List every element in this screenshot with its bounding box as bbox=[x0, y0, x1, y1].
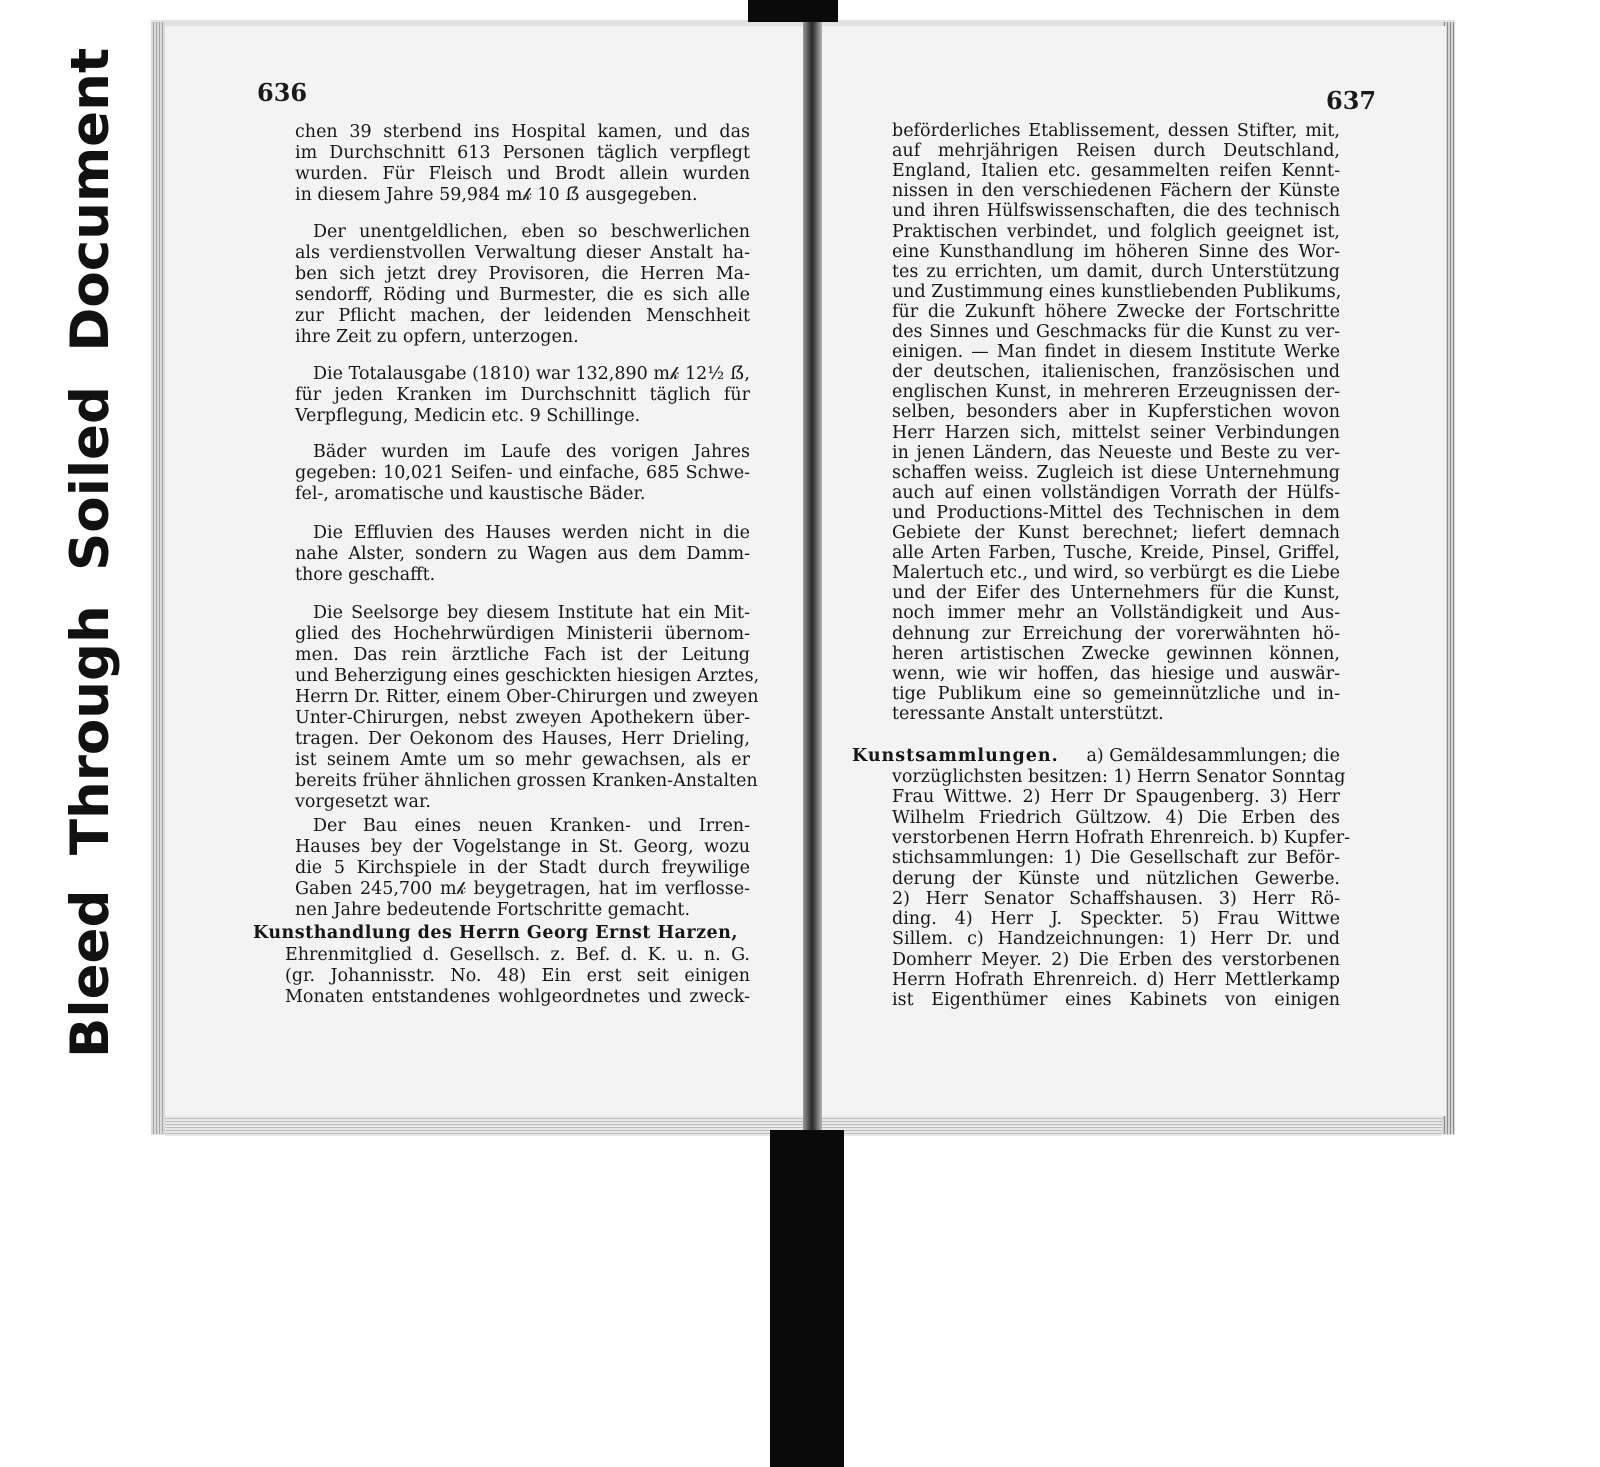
text-line: gegeben: 10,021 Seifen- und einfache, 685 Schwe- bbox=[295, 463, 750, 483]
text-line: 2) Herr Senator Schaffshausen. 3) Herr Rö- bbox=[892, 889, 1340, 909]
section-heading-row bbox=[852, 746, 1340, 767]
text-line: und Productions-Mittel des Technischen in dem bbox=[892, 503, 1340, 523]
text-line: derung der Künste und nützlichen Gewerbe. bbox=[892, 869, 1340, 889]
text-line: alle Arten Farben, Tusche, Kreide, Pinsel, Griffel, bbox=[892, 543, 1340, 563]
text-line: vorgesetzt war. bbox=[295, 792, 431, 812]
text-line: Sillem. c) Handzeichnungen: 1) Herr Dr. und bbox=[892, 929, 1340, 949]
bookmark-ribbon-top bbox=[748, 0, 838, 22]
text-line: Der Bau eines neuen Kranken- und Irren- bbox=[313, 816, 750, 836]
text-line: Der unentgeldlichen, eben so beschwerlichen bbox=[313, 222, 750, 242]
text-line: ist seinem Amte um so mehr gewachsen, als er bbox=[295, 750, 750, 770]
text-line: tes zu errichten, um damit, durch Unterstützung bbox=[892, 262, 1340, 282]
text-line: Herr Harzen sich, mittelst seiner Verbindungen bbox=[892, 423, 1340, 443]
text-line: ist Eigenthümer eines Kabinets von einigen bbox=[892, 990, 1340, 1010]
text-line: ding. 4) Herr J. Speckter. 5) Frau Wittwe bbox=[892, 909, 1340, 929]
text-line: Die Effluvien des Hauses werden nicht in die bbox=[313, 523, 750, 543]
text-line: wurden. Für Fleisch und Brodt allein wurden bbox=[295, 164, 750, 184]
text-line: stichsammlungen: 1) Die Gesellschaft zur Beför- bbox=[892, 848, 1340, 868]
text-line: thore geschafft. bbox=[295, 565, 436, 585]
text-line: fel-, aromatische und kaustische Bäder. bbox=[295, 484, 646, 504]
text-line: schaffen weiss. Zugleich ist diese Unternehmung bbox=[892, 463, 1340, 483]
text-line: verstorbenen Herrn Hofrath Ehrenreich. b) Kupfer- bbox=[892, 828, 1351, 848]
text-line: tige Publikum eine so gemeinnützliche und in- bbox=[892, 684, 1340, 704]
document-label: Bleed Through Soiled Document bbox=[60, 47, 121, 1058]
text-line: als verdienstvollen Verwaltung dieser Anstalt ha- bbox=[295, 243, 750, 263]
text-line: Bäder wurden im Laufe des vorigen Jahres bbox=[313, 442, 750, 462]
text-line: einigen. — Man findet in diesem Institute Werke bbox=[892, 342, 1340, 362]
text-line: Unter-Chirurgen, nebst zweyen Apothekern über- bbox=[295, 708, 750, 728]
text-line: teressante Anstalt unterstützt. bbox=[892, 704, 1164, 724]
section-heading: Kunstsammlungen. bbox=[852, 746, 1059, 766]
left-page bbox=[165, 26, 803, 1116]
text-line: Die Seelsorge bey diesem Institute hat ein Mit- bbox=[313, 603, 750, 623]
text-line: Gebiete der Kunst berechnet; liefert demnach bbox=[892, 523, 1340, 543]
text-line: nen Jahre bedeutende Fortschritte gemacht. bbox=[295, 900, 691, 920]
text-line: nissen in den verschiedenen Fächern der Künste bbox=[892, 181, 1340, 201]
left-page-edges bbox=[151, 22, 165, 1134]
text-line: und der Eifer des Unternehmers für die Kunst, bbox=[892, 583, 1340, 603]
text-line: noch immer mehr an Vollständigkeit und Aus- bbox=[892, 603, 1340, 623]
text-line: dehnung zur Erreichung der vorerwähnten hö- bbox=[892, 624, 1340, 644]
text-line: des Sinnes und Geschmacks für die Kunst zu ver- bbox=[892, 322, 1340, 342]
text-line: für die Zukunft höhere Zwecke der Fortschritte bbox=[892, 302, 1340, 322]
text-line: men. Das rein ärztliche Fach ist der Leitung bbox=[295, 645, 750, 665]
text-line: beförderliches Etablissement, dessen Stifter, mit, bbox=[892, 121, 1340, 141]
page-number: 637 bbox=[1326, 86, 1377, 115]
text-line: nahe Alster, sondern zu Wagen aus dem Damm- bbox=[295, 544, 750, 564]
text-line: Frau Wittwe. 2) Herr Dr Spaugenberg. 3) Herr bbox=[892, 787, 1340, 807]
text-line: der deutschen, italienischen, französischen und bbox=[892, 362, 1340, 382]
text-line: sendorff, Röding und Burmester, die es sich alle bbox=[295, 285, 750, 305]
text-line: Herrn Dr. Ritter, einem Ober-Chirurgen und zweyen bbox=[295, 687, 759, 707]
text-line: eine Kunsthandlung im höheren Sinne des Wor- bbox=[892, 242, 1340, 262]
section-heading: Kunsthandlung des Herrn Georg Ernst Harzen, bbox=[253, 923, 738, 943]
text-line: die 5 Kirchspiele in der Stadt durch freywilige bbox=[295, 858, 750, 878]
text-line: in diesem Jahre 59,984 m𝓀 10 ẞ ausgegeben. bbox=[295, 185, 698, 205]
text-line: glied des Hochehrwürdigen Ministerii übernom- bbox=[295, 624, 750, 644]
text-line: Gaben 245,700 m𝓀 beygetragen, hat im verflosse- bbox=[295, 879, 750, 899]
text-line: auf mehrjährigen Reisen durch Deutschland, bbox=[892, 141, 1340, 161]
text-line: (gr. Johannisstr. No. 48) Ein erst seit einigen bbox=[285, 966, 750, 986]
page-number: 636 bbox=[257, 78, 308, 107]
bookmark-ribbon-bottom bbox=[770, 1130, 844, 1467]
text-line: Ehrenmitglied d. Gesellsch. z. Bef. d. K. u. n. G. bbox=[285, 945, 750, 965]
text-line: vorzüglichsten besitzen: 1) Herrn Senator Sonntag bbox=[892, 767, 1346, 787]
text-line: und Zustimmung eines kunstliebenden Publikums, bbox=[892, 282, 1342, 302]
text-line: selben, besonders aber in Kupferstichen wovon bbox=[892, 402, 1340, 422]
text-line: englischen Kunst, in mehreren Erzeugnissen der- bbox=[892, 382, 1340, 402]
text-line: Domherr Meyer. 2) Die Erben des verstorbenen bbox=[892, 950, 1340, 970]
text-line: im Durchschnitt 613 Personen täglich verpflegt bbox=[295, 143, 750, 163]
text-line: Die Totalausgabe (1810) war 132,890 m𝓀 12½ ẞ, bbox=[313, 364, 750, 384]
text-line: bereits früher ähnlichen grossen Kranken-Anstalten bbox=[295, 771, 758, 791]
text-line: Herrn Hofrath Ehrenreich. d) Herr Mettlerkamp bbox=[892, 970, 1340, 990]
text-line: Hauses bey der Vogelstange in St. Georg, wozu bbox=[295, 837, 750, 857]
text-line: Monaten entstandenes wohlgeordnetes und zweck- bbox=[285, 987, 750, 1007]
text-line: zur Pflicht machen, der leidenden Menschheit bbox=[295, 306, 750, 326]
text-line: für jeden Kranken im Durchschnitt täglich für bbox=[295, 385, 750, 405]
text-line: Malertuch etc., und wird, so verbürgt es die Liebe bbox=[892, 563, 1340, 583]
text-line: und Beherzigung eines geschickten hiesigen Arztes, bbox=[295, 666, 760, 686]
text-line: auch auf einen vollständigen Vorrath der Hülfs- bbox=[892, 483, 1340, 503]
text-line: heren artistischen Zwecke gewinnen können, bbox=[892, 644, 1340, 664]
text-line: wenn, wie wir hoffen, das hiesige und auswär- bbox=[892, 664, 1340, 684]
text-line: Verpflegung, Medicin etc. 9 Schillinge. bbox=[295, 406, 641, 426]
text-line: in jenen Ländern, das Neueste und Beste zu ver- bbox=[892, 443, 1340, 463]
text-line: ihre Zeit zu opfern, unterzogen. bbox=[295, 327, 579, 347]
book-gutter bbox=[803, 22, 822, 1134]
section-heading-rest: a) Gemäldesammlungen; die bbox=[1086, 746, 1340, 766]
text-line: England, Italien etc. gesammelten reifen Kennt- bbox=[892, 161, 1340, 181]
text-line: und ihren Hülfswissenschaften, die des technisch bbox=[892, 201, 1340, 221]
text-line: Praktischen verbindet, und folglich geeignet ist, bbox=[892, 222, 1340, 242]
text-line: ben sich jetzt drey Provisoren, die Herren Ma- bbox=[295, 264, 750, 284]
text-line: chen 39 sterbend ins Hospital kamen, und das bbox=[295, 122, 750, 142]
text-line: Wilhelm Friedrich Gültzow. 4) Die Erben des bbox=[892, 808, 1340, 828]
text-line: tragen. Der Oekonom des Hauses, Herr Drieling, bbox=[295, 729, 750, 749]
right-page bbox=[822, 26, 1446, 1116]
